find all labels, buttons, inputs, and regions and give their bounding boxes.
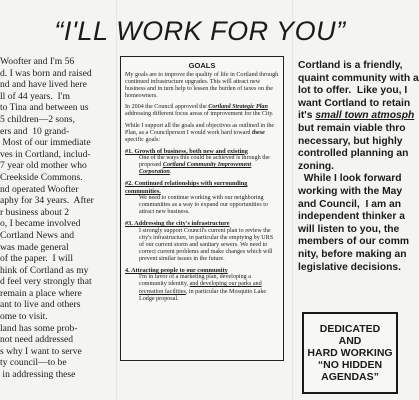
statement-line-7: necessary, but highly bbox=[298, 135, 403, 147]
goal-body-4c: , in particular the Mosquito Lake Lodge proposal. bbox=[139, 288, 267, 302]
goals-intro-3 bbox=[125, 123, 279, 144]
bio-line: ers and 10 grand- bbox=[0, 125, 70, 137]
goal-heading-3: #3. Addressing the city's infrastructure bbox=[125, 220, 230, 228]
goal-body-2: We need to continue working with our neighboring communities as a way to expand our opportunities to attract new business. bbox=[139, 195, 268, 216]
statement-line-6: but remain viable thro bbox=[298, 122, 406, 134]
goals-intro-3a: While I support all the goals and objectives as outlined in the Plan, as a Councilperson I would work hard toward bbox=[125, 122, 275, 136]
bio-line: was made general bbox=[0, 241, 69, 253]
slogan-line-2: AND bbox=[338, 335, 362, 347]
slogan-box bbox=[302, 312, 398, 394]
goals-intro-2c: addressing different focus areas of improvement for the City. bbox=[125, 111, 274, 118]
goal-heading-2: #2. Continued relationships with surrounding communities. bbox=[125, 180, 248, 195]
bio-line: not need addressed bbox=[0, 334, 73, 346]
statement-line-8: controlled planning an bbox=[298, 148, 409, 160]
slogan-line-1: DEDICATED bbox=[319, 323, 381, 335]
bio-line: ty council—to be bbox=[0, 357, 67, 369]
goal-body-1c: . bbox=[169, 169, 172, 176]
bio-line: ll of 44 years. I'm bbox=[0, 90, 70, 102]
bio-line: 7 year old mother who bbox=[0, 160, 87, 172]
goal-body-4b: and developing our parks and recreation facilities bbox=[139, 281, 262, 295]
statement-line-13: independent thinker a bbox=[298, 211, 405, 223]
bio-line: o, I became involved bbox=[0, 218, 81, 230]
bio-line: remain a place where bbox=[0, 287, 82, 299]
bio-line: Cortland News and bbox=[0, 229, 75, 241]
goal-body-4a: I'm in favor of a marketing plan, developing a community identity, bbox=[139, 274, 251, 288]
bio-line: land has some prob- bbox=[0, 322, 78, 334]
panel-fold-right bbox=[292, 0, 293, 400]
goal-heading-1: #1. Growth of business, both new and existing bbox=[125, 147, 248, 155]
goals-intro-2 bbox=[125, 104, 279, 118]
bio-line: Most of our immediate bbox=[0, 137, 91, 149]
slogan-line-4: “NO HIDDEN bbox=[317, 359, 383, 371]
slogan-line-3: HARD WORKING bbox=[307, 347, 393, 359]
bio-line: nd and have lived here bbox=[0, 79, 87, 91]
bio-line: hink of Cortland as my bbox=[0, 264, 89, 276]
statement-line-16: nity, before making an bbox=[298, 248, 407, 260]
bio-line: ant to live and others bbox=[0, 299, 81, 311]
statement-line-14: will listen to you, the bbox=[298, 223, 400, 235]
goal-section-2 bbox=[125, 180, 279, 216]
statement-line-11: working with the May bbox=[298, 185, 403, 197]
goals-intro-2a: In 2004 the Council approved the bbox=[125, 104, 209, 111]
statement-line-2: quaint community with a bbox=[298, 72, 419, 84]
goals-title: GOALS bbox=[188, 61, 216, 70]
bio-line: 5 children—2 sons, bbox=[0, 113, 75, 125]
goal-body-1b: Cortland Community Improvement Corporation bbox=[139, 162, 252, 176]
statement-line-5a: it's bbox=[298, 110, 316, 122]
goals-intro-3c: specific goals: bbox=[125, 136, 161, 143]
statement-line-15: members of our comm bbox=[298, 236, 410, 248]
goals-box bbox=[120, 56, 284, 361]
goal-body-3: I strongly support Council's current plan to review the city's infrastructure, in particular the emptying by URS of our current storm and sanitary sewers. We need to correct current problems and make changes which will prevent similar issues in the future. bbox=[139, 227, 274, 262]
bio-line: in addressing these bbox=[0, 369, 76, 381]
slogan-line-5: AGENDAS” bbox=[321, 371, 379, 383]
statement-line-5b: small town atmosph bbox=[315, 110, 415, 122]
goal-heading-4: 4. Attracting people to our community bbox=[125, 267, 228, 275]
statement-line-17: legislative decisions. bbox=[298, 261, 402, 273]
goals-intro-3b: these bbox=[251, 129, 265, 136]
goals-intro-1: My goals are to improve the quality of life in Cortland through continued infrastructure upgrades. This will attract new business and in turn help to lessen the burden of taxes on the homeowners. bbox=[125, 72, 279, 100]
bio-line: nd operated Woofter bbox=[0, 183, 79, 195]
bio-line: aphy for 34 years. After bbox=[0, 195, 94, 207]
bio-line: ves in Cortland, includ- bbox=[0, 148, 91, 160]
goal-section-4 bbox=[125, 267, 279, 303]
statement-line-9: zoning. bbox=[298, 160, 335, 172]
goal-section-1 bbox=[125, 148, 279, 177]
bio-column bbox=[0, 56, 112, 391]
bio-line: d. I was born and raised bbox=[0, 67, 92, 79]
goal-body-1a: One of the ways this could be achieved is through the proposed bbox=[139, 155, 270, 169]
bio-line: to Tina and between us bbox=[0, 102, 89, 114]
statement-line-4: want Cortland to retain bbox=[298, 97, 411, 109]
statement-line-3: lot to offer. Like you, I bbox=[298, 85, 408, 97]
bio-line: of the paper. I will bbox=[0, 253, 73, 265]
headline: “I'LL WORK FOR YOU” bbox=[54, 16, 346, 46]
goal-body-1 bbox=[125, 155, 279, 176]
goal-section-3 bbox=[125, 220, 279, 263]
bio-line: s why I want to serve bbox=[0, 345, 82, 357]
bio-line: d feel very strongly that bbox=[0, 276, 92, 288]
statement-line-1: Cortland is a friendly, bbox=[298, 60, 403, 71]
panel-fold-left bbox=[116, 0, 117, 400]
bio-line: Woofter and I'm 56 bbox=[0, 56, 75, 67]
goal-body-4 bbox=[125, 274, 279, 302]
bio-line: ome to visit. bbox=[0, 311, 48, 323]
statement-column bbox=[298, 60, 419, 305]
bio-line: r business about 2 bbox=[0, 206, 70, 218]
strategic-plan-name: Cortland Strategic Plan bbox=[208, 104, 268, 111]
statement-line-12: and Council, I am an bbox=[298, 198, 401, 210]
bio-line: Creekside Commons. bbox=[0, 171, 83, 183]
statement-line-10: While I look forward bbox=[298, 173, 402, 185]
